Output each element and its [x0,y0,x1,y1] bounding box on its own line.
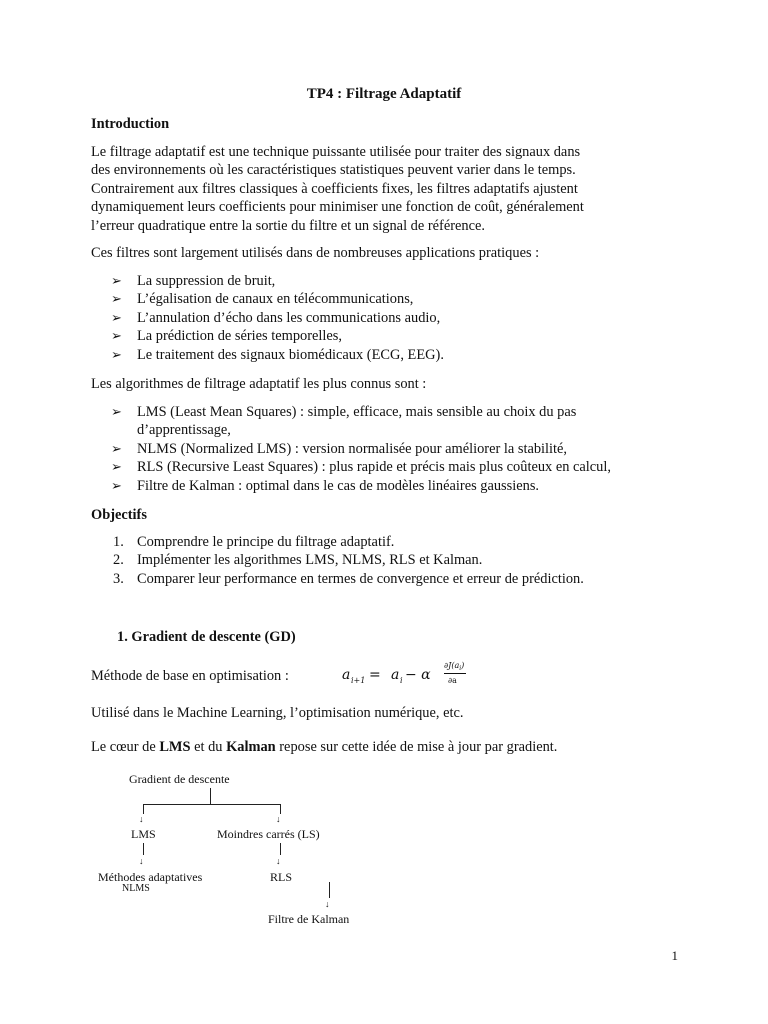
list-item: 1. Comprendre le principe du filtrage adaptatif. [113,534,395,550]
bullet-arrow-icon: ➢ [111,440,122,456]
list-item: ➢ Filtre de Kalman : optimal dans le cas de modèles linéaires gaussiens. [111,477,540,494]
intro-line: Le filtrage adaptatif est une technique puissante utilisée pour traiter des signaux dans [91,144,581,160]
applications-intro: Ces filtres sont largement utilisés dans de nombreuses applications pratiques : [91,245,540,261]
intro-line: des environnements où les caractéristiques statistiques peuvent varier dans le temps. [91,162,576,179]
objectives-heading: Objectifs [91,507,147,523]
list-item: ➢ RLS (Recursive Least Squares) : plus rapide et précis mais plus coûteux en calcul, [111,459,611,476]
intro-paragraph [91,143,676,235]
intro-line: dynamiquement leurs coefficients pour minimiser une fonction de coût, généralement [91,199,584,216]
page-title: TP4 : Filtrage Adaptatif [306,86,462,102]
gradient-equation: a i+1 = a i − α $\partial J(a_i)$ ∂a [342,661,465,685]
intro-line: l’erreur quadratique entre la sortie du filtre et un signal de référence. [91,217,485,234]
arrow-down-icon: ↓ [139,856,144,866]
algorithms-intro: Les algorithmes de filtrage adaptatif les plus connus sont : [91,376,427,392]
bullet-arrow-icon: ➢ [111,291,122,307]
bullet-arrow-icon: ➢ [111,346,122,362]
bullet-arrow-icon: ➢ [111,328,122,344]
node-lms: LMS [131,827,156,841]
list-item: ➢ LMS (Least Mean Squares) : simple, efficace, mais sensible au choix du pas [111,404,577,420]
bullet-arrow-icon: ➢ [111,404,122,419]
applications-list [91,272,676,364]
list-item: 3. Comparer leur performance en termes de convergence et erreur de prédiction. [113,570,584,587]
arrow-down-icon: ↓ [139,814,144,824]
bullet-arrow-icon: ➢ [111,273,122,288]
list-item: ➢ L’annulation d’écho dans les communications audio, [111,309,441,326]
arrow-down-icon: ↓ [276,856,281,866]
bullet-arrow-icon: ➢ [111,477,122,493]
section-heading: 1. Gradient de descente (GD) [117,629,296,645]
node-kalman-filter: Filtre de Kalman [268,912,350,926]
node-nlms: NLMS [122,883,150,894]
bullet-arrow-icon: ➢ [111,309,122,325]
list-item: ➢ La suppression de bruit, [111,273,276,289]
method-label: Méthode de base en optimisation : [91,668,289,684]
list-item: ➢ NLMS (Normalized LMS) : version normalisée pour améliorer la stabilité, [111,440,568,457]
intro-line: Contrairement aux filtres classiques à coefficients fixes, les filtres adaptatifs ajustent [91,180,578,197]
node-least-squares: Moindres carrés (LS) [217,827,320,841]
core-text: Le cœur de LMS et du Kalman repose sur cette idée de mise à jour par gradient. [91,739,558,755]
objectives-list [91,533,676,588]
list-item: ➢ L’égalisation de canaux en télécommunications, [111,291,414,308]
algorithms-list [91,403,676,495]
node-adaptive-methods: Méthodes adaptatives [98,870,203,884]
list-item: ➢ Le traitement des signaux biomédicaux (ECG, EEG). [111,346,444,363]
intro-heading: Introduction [91,116,170,132]
arrow-down-icon: ↓ [325,899,330,909]
bullet-arrow-icon: ➢ [111,459,122,475]
arrow-down-icon: ↓ [276,814,281,824]
list-item: 2. Implémenter les algorithmes LMS, NLMS, RLS et Kalman. [113,552,483,569]
page-number: 1 [671,948,678,963]
node-gradient-descent: Gradient de descente [129,772,230,786]
list-item: ➢ La prédiction de séries temporelles, [111,328,342,345]
usage-text: Utilisé dans le Machine Learning, l’optimisation numérique, etc. [91,705,464,721]
node-rls: RLS [270,870,293,884]
list-item-continuation: d’apprentissage, [137,422,231,439]
gradient-tree-diagram [0,760,768,940]
